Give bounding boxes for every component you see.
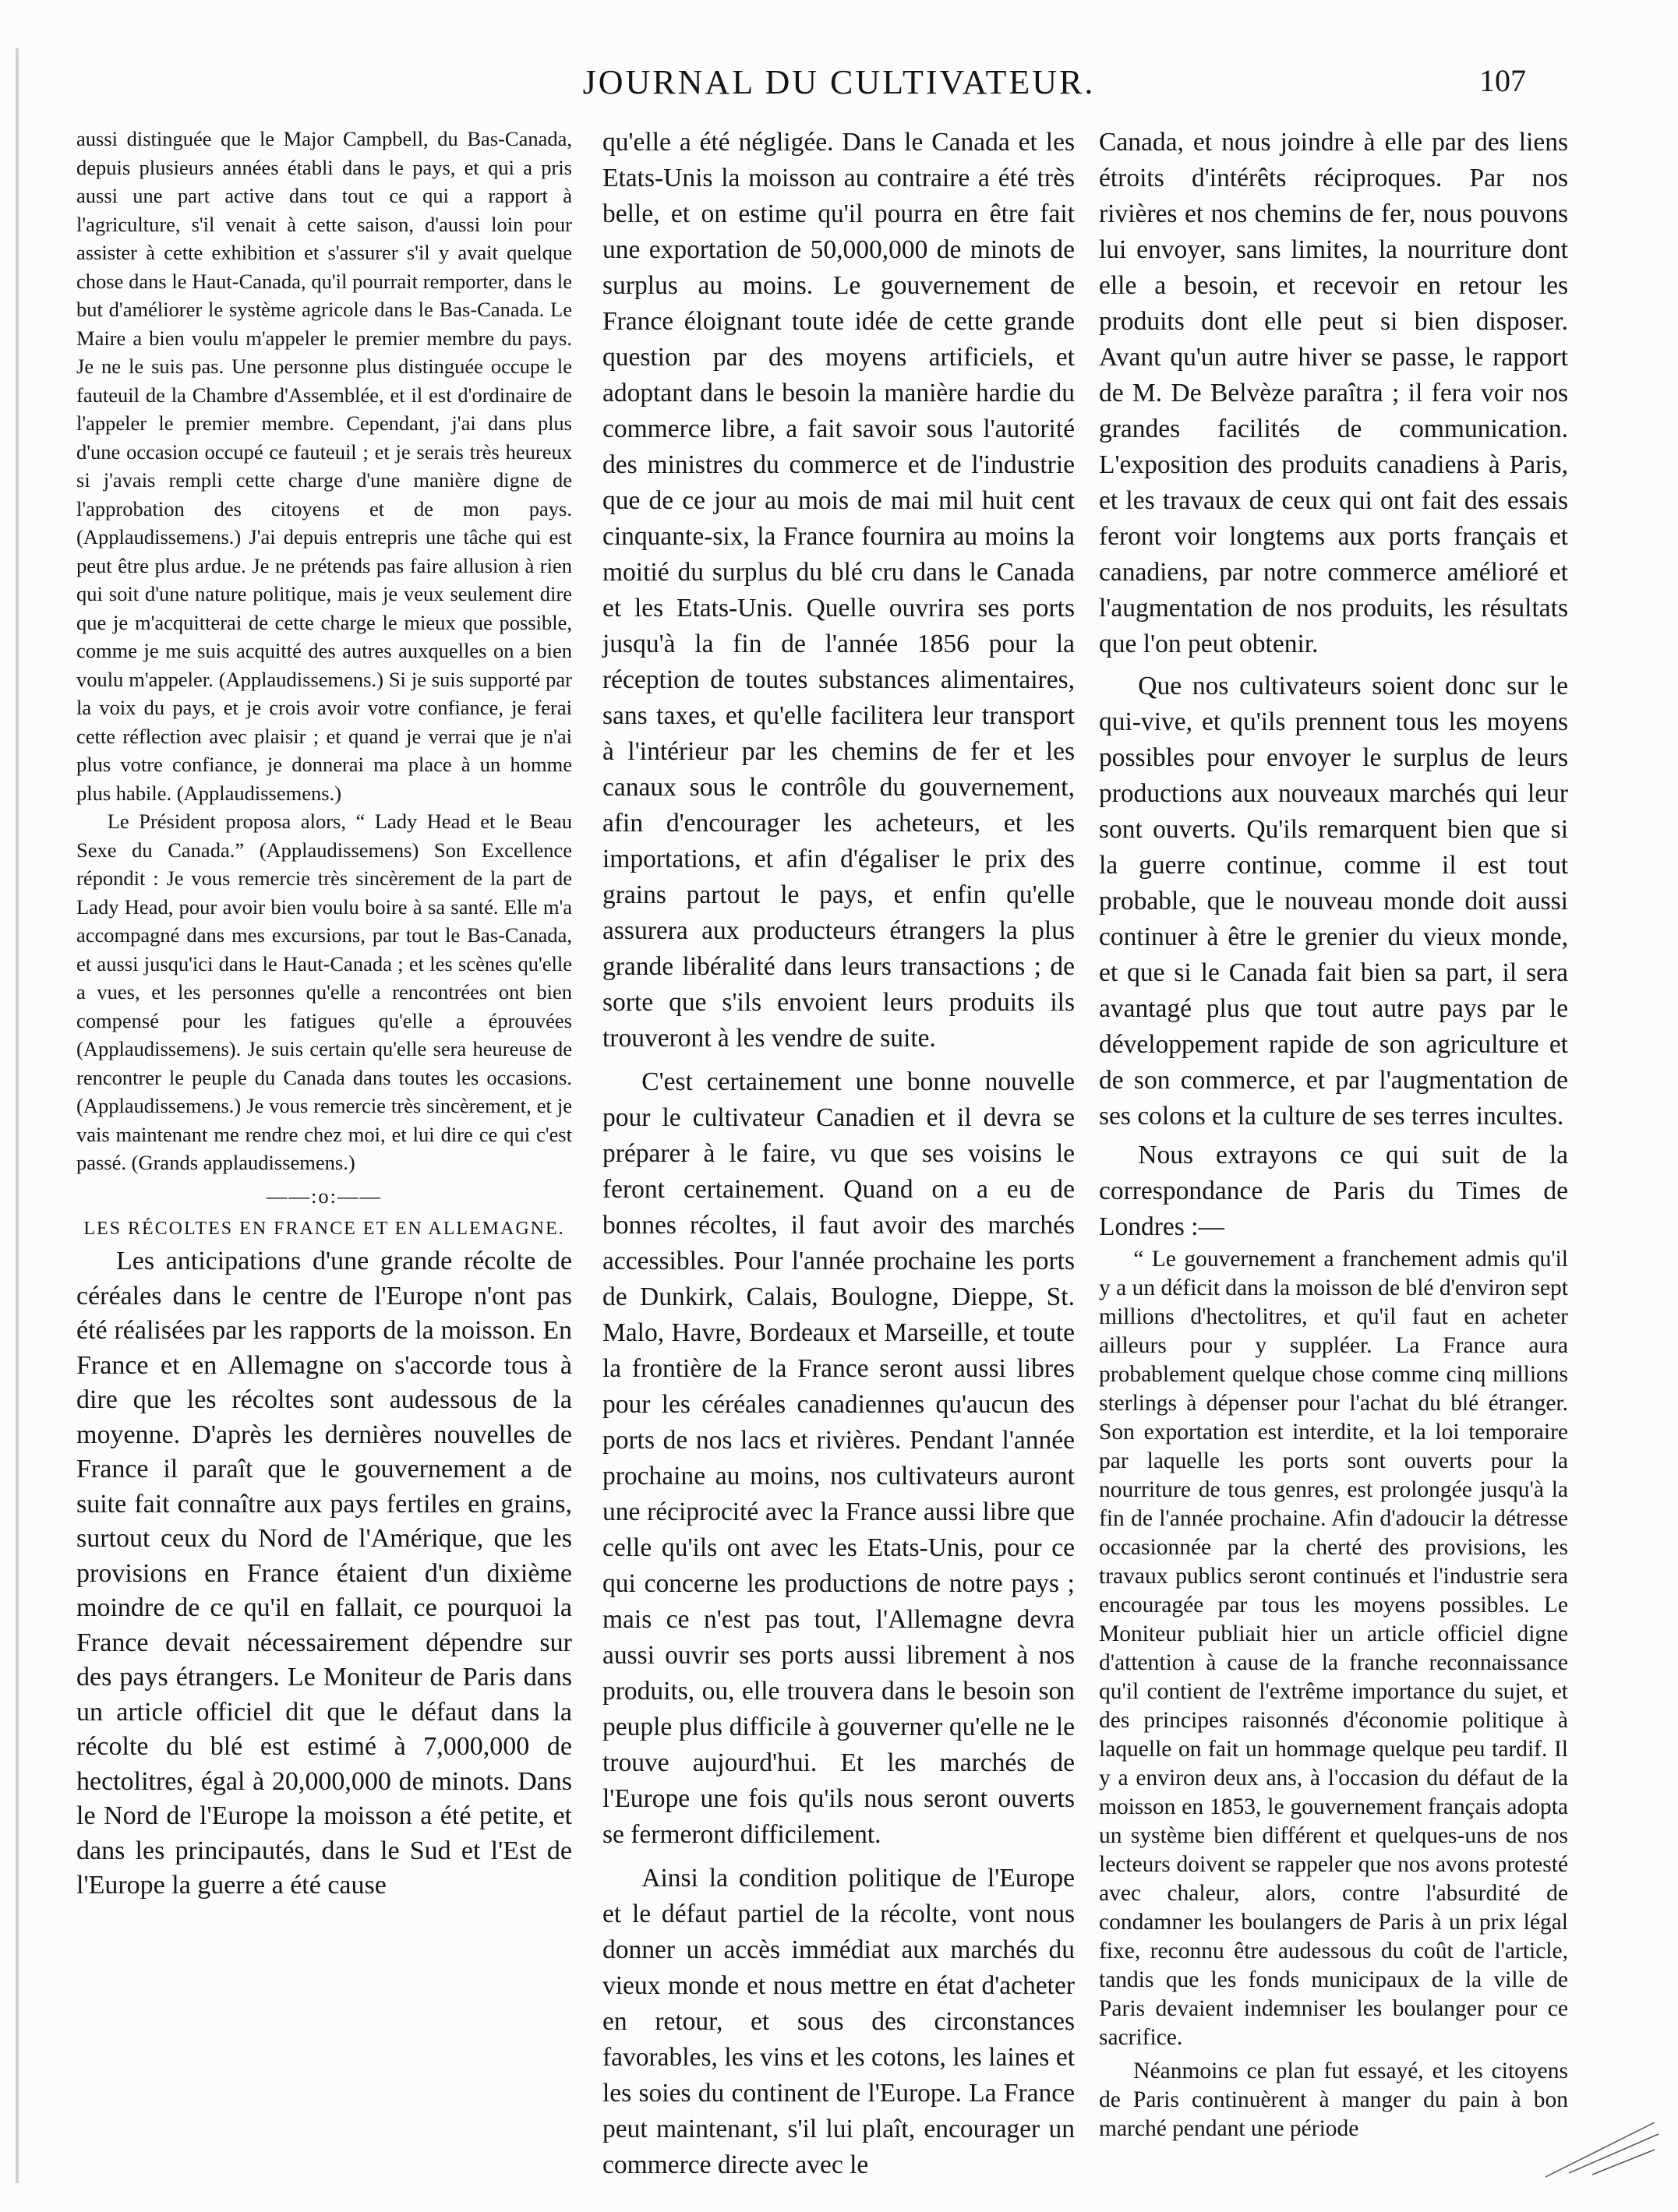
pen-stroke-mark: [1538, 2119, 1662, 2181]
quoted-paragraph: “ Le gouvernement a franchement admis qu'il y a un déficit dans la moisson de blé d'environ sept millions d'hectolitres, et qu'il faut en acheter ailleurs pour y suppléer. La France aura probablement quelque chose comme cinq millions sterlings à dépenser pour l'achat du blé étranger. Son exportation est interdite, et la loi temporaire par laquelle les ports sont ouverts pour la nourriture de tous genres, est prolongée jusqu'à la fin de l'année prochaine. Afin d'adoucir la détresse occasionnée par la cherté des provisions, les travaux publics seront continués et l'industrie sera encouragée par tous les moyens possibles. Le Moniteur publiait hier un article officiel digne d'attention à cause de la franche reconnaissance qu'il contient de l'extrême importance du sujet, et des principes raisonnés d'économie politique à laquelle on fait un hommage quelque peu tardif. Il y a environ deux ans, à l'occasion du défaut de la moisson en 1853, le gouvernement français adopta un système bien différent et quelques-uns de nos lecteurs doivent se rappeler que nos avons protesté avec chaleur, alors, contre l'absurdité de condamner les boulangers de Paris à un prix légal fixe, reconnu être audessous du coût de l'article, tandis que les fonds municipaux de la ville de Paris devaient indemniser les boulanger pour ce sacrifice.: [1099, 1247, 1568, 2050]
paragraph: Nous extrayons ce qui suit de la correspondance de Paris du Times de Londres :—: [1099, 1141, 1568, 1241]
paragraph: aussi distinguée que le Major Campbell, du Bas-Canada, depuis plusieurs années établi dans le pays, et qui a pris aussi une part active dans tout ce qui a rapport à l'agriculture, s'il venait à cette saison, d'aussi loin pour assister à cette exhibition et s'assurer s'il y avait quelque chose dans le Haut-Canada, qu'il pourrait remporter, dans le but d'améliorer le système agricole dans le Bas-Canada. Le Maire a bien voulu m'appeler le premier membre du pays. Je ne le suis pas. Une personne plus distinguée occupe le fauteuil de la Chambre d'Assemblée, et il est d'ordinaire de l'appeler le premier membre. Cependant, j'ai dans plus d'une occasion occupé ce fauteuil ; et je serais très heureux si j'avais rempli cette charge d'une manière digne de l'approbation des citoyens et de mon pays. (Applaudissemens.) J'ai depuis entrepris une tâche qui est peut être plus ardue. Je ne prétends pas faire allusion à rien qui soit d'une nature politique, mais je veux seulement dire que je m'acquitterai de cette charge le mieux que possible, comme je me suis acquitté des autres auxquelles on a bien voulu m'appeler. (Applaudissemens.) Si je suis supporté par la voix du pays, et je crois avoir votre confiance, je ferai cette réflection avec plaisir ; et quand je verrai que je n'ai plus votre confiance, je donnerai ma place à un homme plus habile. (Applaudissemens.): [76, 127, 572, 805]
paragraph: Néanmoins ce plan fut essayé, et les citoyens de Paris continuèrent à manger du pain à bon marché pendant une période: [1099, 2059, 1568, 2141]
section-separator: ——:o:——: [267, 1184, 382, 1208]
left-binding-edge: [16, 48, 19, 2183]
paragraph: Canada, et nous joindre à elle par des liens étroits d'intérêts réciproques. Par nos rivières et nos chemins de fer, nous pouvons lui envoyer, sans limites, la nourriture dont elle a besoin, et recevoir en retour les produits dont elle peut si bien disposer. Avant qu'un autre hiver se passe, le rapport de M. De Belvèze paraîtra ; il fera voir nos grandes facilités de communication. L'exposition des produits canadiens à Paris, et les travaux de ceux qui ont fait des essais feront voir longtems aux ports français et canadiens, par notre commerce amélioré et l'augmentation de nos produits, les résultats que l'on peut obtenir.: [1099, 128, 1568, 658]
page-number: 107: [1479, 63, 1526, 98]
paragraph: Ainsi la condition politique de l'Europe et le défaut partiel de la récolte, vont nous donner un accès immédiat aux marchés du vieux monde et nous mettre en état d'acheter en retour, et sous des circonstances favorables, les vins et les cotons, les laines et les soies du continent de l'Europe. La France peut maintenant, s'il lui plaît, encourager un commerce directe avec le: [602, 1864, 1075, 2179]
column-right: [1099, 125, 1568, 2143]
journal-title: JOURNAL DU CULTIVATEUR.: [582, 63, 1096, 101]
paragraph: C'est certainement une bonne nouvelle pour le cultivateur Canadien et il devra se préparer à le faire, vu que ses voisins le feront certainement. Quand on a eu de bonnes récoltes, il faut avoir des marchés accessibles. Pour l'année prochaine les ports de Dunkirk, Calais, Boulogne, Dieppe, St. Malo, Havre, Bordeaux et Marseille, et toute la frontière de la France seront aussi libres pour les céréales canadiennes qu'aucun des ports de nos lacs et rivières. Pendant l'année prochaine au moins, nos cultivateurs auront une réciprocité avec la France aussi libre que celle qu'ils ont avec les Etats-Unis, pour ce qui concerne les productions de notre pays ; mais ce n'est pas tout, l'Allemagne devra aussi ouvrir ses ports aussi librement à nos produits, ou, elle trouvera dans le besoin son peuple plus difficile à gouverner qu'elle ne le trouve aujourd'hui. Et les marchés de l'Europe une fois qu'ils nous seront ouverts se fermeront difficilement.: [602, 1067, 1075, 1849]
paragraph: Que nos cultivateurs soient donc sur le qui-vive, et qu'ils prennent tous les moyens possibles pour envoyer le surplus de leurs productions aux nouveaux marchés qui leur sont ouverts. Qu'ils remarquent bien que si la guerre continue, comme il est tout probable, que le nouveau monde doit aussi continuer à être le grenier du vieux monde, et que si le Canada fait bien sa part, il sera avantagé plus que tout autre pays par le développement rapide de son agriculture et de son commerce, et par l'augmentation de ses colons et la culture de ses terres incultes.: [1099, 672, 1568, 1131]
column-left: [76, 125, 572, 1903]
section-heading: LES RÉCOLTES EN FRANCE ET EN ALLEMAGNE.: [83, 1219, 565, 1239]
page-header: [0, 62, 1678, 125]
paragraph: Le Président proposa alors, “ Lady Head et le Beau Sexe du Canada.” (Applaudissemens) Son Excellence répondit : Je vous remercie très sincèrement de la part de Lady Head, pour avoir bien voulu boire à sa santé. Elle m'a accompagné dans mes excursions, par tout le Bas-Canada, et aussi jusqu'ici dans le Haut-Canada ; et les scènes qu'elle a vues, et les personnes qu'elle a rencontrées ont bien compensé pour les fatigues qu'elle a éprouvées (Applaudissemens). Je suis certain qu'elle sera heureuse de rencontrer le peuple du Canada dans toutes les occasions. (Applaudissemens.) Je vous remercie très sincèrement, et je vais maintenant me rendre chez moi, et lui dire ce qui c'est passé. (Grands applaudissemens.): [76, 810, 572, 1174]
paragraph: Les anticipations d'une grande récolte de céréales dans le centre de l'Europe n'ont pas été réalisées par les rapports de la moisson. En France et en Allemagne on s'accorde tous à dire que les récoltes sont audessous de la moyenne. D'après les dernières nouvelles de France il paraît que le gouvernement a de suite fait connaître aux pays fertiles en grains, surtout ceux du Nord de l'Amérique, que les provisions en France étaient d'un dixième moindre de ce qu'il en fallait, ce pourquoi la France devait nécessairement dépendre sur des pays étrangers. Le Moniteur de Paris dans un article officiel dit que le défaut dans la récolte du blé est estimé à 7,000,000 de hectolitres, égal à 20,000,000 de minots. Dans le Nord de l'Europe la moisson a été petite, et dans les principautés, dans le Sud et l'Est de l'Europe la guerre a été cause: [76, 1247, 572, 1900]
paragraph: qu'elle a été négligée. Dans le Canada et les Etats-Unis la moisson au contraire a été très belle, et on estime qu'il pourra en être fait une exportation de 50,000,000 de minots de surplus au moins. Le gouvernement de France éloignant toute idée de cette grande question par des moyens artificiels, et adoptant dans le besoin la manière hardie du commerce libre, a fait savoir sous l'autorité des ministres du commerce et de l'industrie que de ce jour au mois de mai mil huit cent cinquante-six, la France fournira au moins la moitié du surplus du blé cru dans le Canada et les Etats-Unis. Quelle ouvrira ses ports jusqu'à la fin de l'année 1856 pour la réception de toutes substances alimentaires, sans taxes, et qu'elle facilitera leur transport à l'intérieur par les chemins de fer et les canaux sous le contrôle du gouvernement, afin d'encourager les acheteurs, et les importations, et afin d'égaliser le prix des grains partout le pays, et enfin qu'elle assurera aux producteurs étrangers la plus grande libéralité dans leurs transactions ; de sorte que s'ils envoient leurs produits ils trouveront à les vendre de suite.: [602, 128, 1075, 1053]
column-middle: [602, 125, 1075, 2183]
